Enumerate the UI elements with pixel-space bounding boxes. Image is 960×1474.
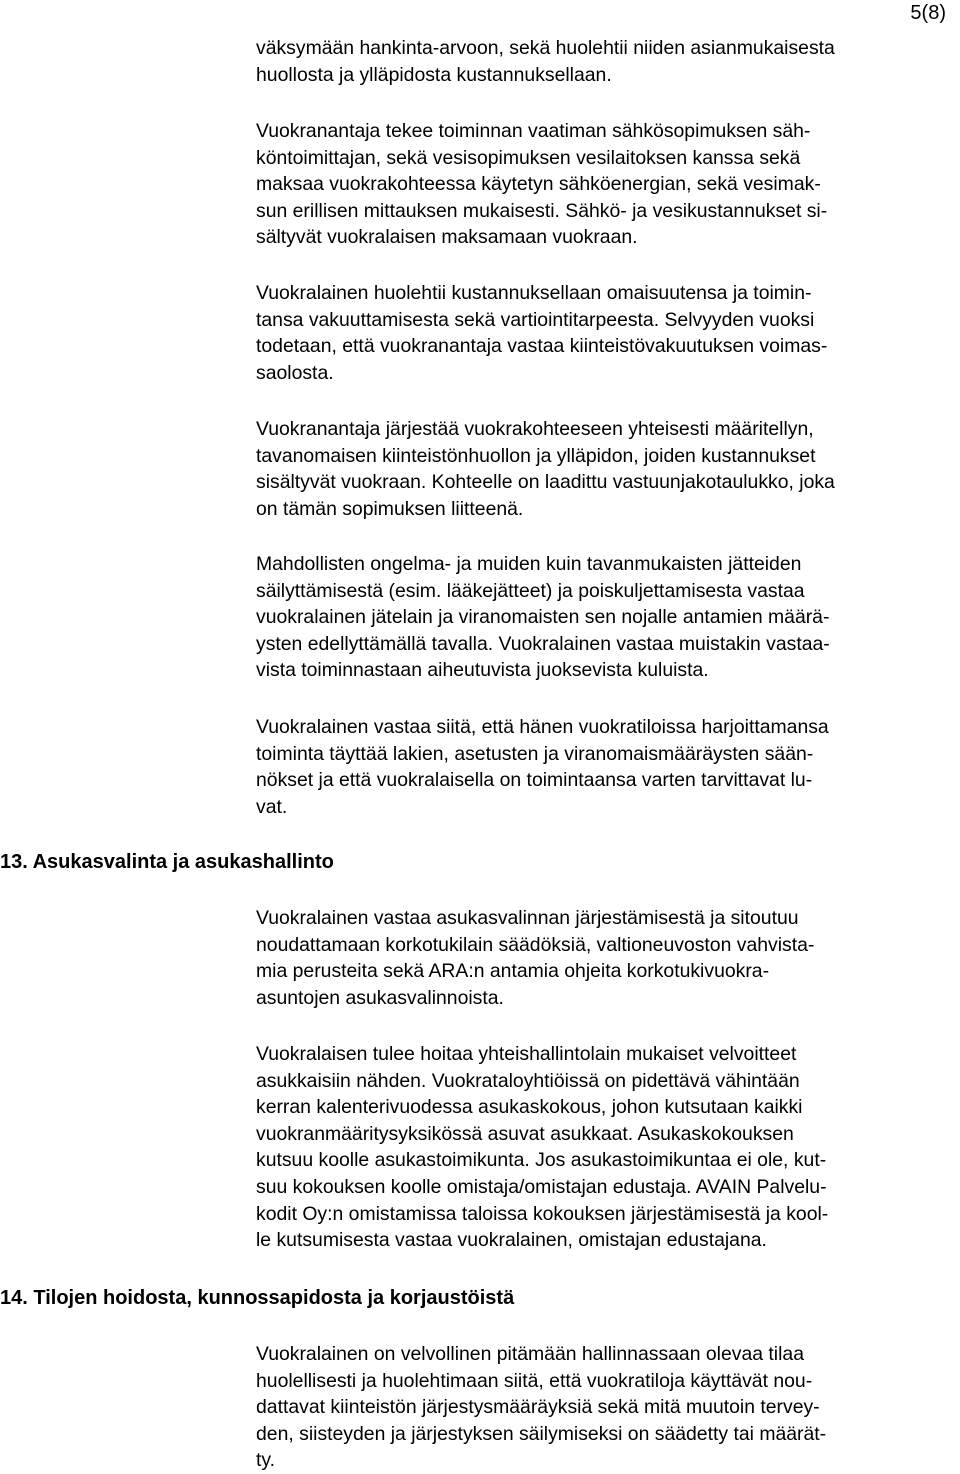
text-line: todetaan, että vuokranantaja vastaa kiinteistövakuutuksen voimas- <box>256 335 828 358</box>
text-line: kodit Oy:n omistamissa taloissa kokouksen järjestämisestä ja kool- <box>256 1202 829 1225</box>
text-line: noudattamaan korkotukilain säädöksiä, valtioneuvoston vahvista- <box>256 933 815 956</box>
paragraph <box>256 1341 956 1474</box>
text-line: sun erillisen mittauksen mukaisesti. Sähkö- ja vesikustannukset si- <box>256 199 828 222</box>
section-heading-14: 14. Tilojen hoidosta, kunnossapidosta ja korjaustöistä <box>0 1287 515 1309</box>
text-line: tavanomaisen kiinteistönhuollon ja ylläpidon, joiden kustannukset <box>256 444 816 467</box>
text-line: ty. <box>256 1449 276 1472</box>
text-line: toiminta täyttää lakien, asetusten ja viranomaismääräysten sään- <box>256 742 814 765</box>
text-line: on tämän sopimuksen liitteenä. <box>256 497 524 520</box>
text-line: köntoimittajan, sekä vesisopimuksen vesilaitoksen kanssa sekä <box>256 146 801 169</box>
paragraph <box>256 118 956 251</box>
text-line: ysten edellyttämällä tavalla. Vuokralainen vastaa muistakin vastaa- <box>256 632 830 655</box>
text-line: vat. <box>256 795 288 818</box>
text-line: mia perusteita sekä ARA:n antamia ohjeita korkotukivuokra- <box>256 960 770 983</box>
text-line: Vuokralainen huolehtii kustannuksellaan omaisuutensa ja toimin- <box>256 282 812 304</box>
text-line: sisältyvät vuokraan. Kohteelle on laadittu vastuunjakotaulukko, joka <box>256 471 835 494</box>
text-line: Vuokralaisen tulee hoitaa yhteishallintolain mukaiset velvoitteet <box>256 1043 797 1065</box>
text-line: vuokralainen jätelain ja viranomaisten sen nojalle antamien määrä- <box>256 606 830 629</box>
text-line: huolellisesti ja huolehtimaan siitä, että vuokratiloja käyttävät nou- <box>256 1369 813 1392</box>
text-line: nökset ja että vuokralaisella on toimintaansa varten tarvittavat lu- <box>256 769 813 792</box>
text-line: Vuokranantaja tekee toiminnan vaatiman sähkösopimuksen säh- <box>256 120 811 142</box>
text-line: saolosta. <box>256 361 334 384</box>
paragraph <box>256 714 956 820</box>
text-line: Vuokralainen vastaa siitä, että hänen vuokratiloissa harjoittamansa <box>256 716 829 738</box>
text-line: den, siisteyden ja järjestyksen säilymiseksi on säädetty tai määrät- <box>256 1422 827 1445</box>
text-line: Vuokralainen vastaa asukasvalinnan järjestämisestä ja sitoutuu <box>256 907 799 929</box>
paragraph <box>256 416 956 522</box>
paragraph <box>256 905 956 1011</box>
text-line: Vuokranantaja järjestää vuokrakohteeseen yhteisesti määritellyn, <box>256 418 814 440</box>
text-line: maksaa vuokrakohteessa käytetyn sähköenergian, sekä vesimak- <box>256 173 821 196</box>
paragraph <box>256 35 956 88</box>
page-number: 5(8) <box>910 2 946 24</box>
section-heading-13: 13. Asukasvalinta ja asukashallinto <box>0 851 334 873</box>
text-line: kutsuu koolle asukastoimikunta. Jos asukastoimikuntaa ei ole, kut- <box>256 1149 827 1172</box>
text-line: vuokranmääritysyksikössä asuvat asukkaat. Asukaskokouksen <box>256 1122 794 1145</box>
paragraph <box>256 280 956 386</box>
text-line: suu kokouksen koolle omistaja/omistajan edustaja. AVAIN Palvelu- <box>256 1175 827 1198</box>
text-line: huollosta ja ylläpidosta kustannuksellaan. <box>256 63 612 86</box>
text-line: sältyvät vuokralaisen maksamaan vuokraan. <box>256 226 638 249</box>
text-line: Vuokralainen on velvollinen pitämään hallinnassaan olevaa tilaa <box>256 1343 804 1365</box>
text-line: asukkaisiin nähden. Vuokrataloyhtiöissä on pidettävä vähintään <box>256 1069 800 1092</box>
paragraph <box>256 551 956 684</box>
text-line: Mahdollisten ongelma- ja muiden kuin tavanmukaisten jätteiden <box>256 553 802 575</box>
text-line: väksymään hankinta-arvoon, sekä huolehtii niiden asianmukaisesta <box>256 37 835 59</box>
text-line: tansa vakuuttamisesta sekä vartiointitarpeesta. Selvyyden vuoksi <box>256 308 815 331</box>
text-line: le kutsumisesta vastaa vuokralainen, omistajan edustajana. <box>256 1229 767 1252</box>
paragraph <box>256 1041 956 1254</box>
text-line: dattavat kiinteistön järjestysmääräyksiä sekä mitä muutoin tervey- <box>256 1396 820 1419</box>
text-line: kerran kalenterivuodessa asukaskokous, johon kutsutaan kaikki <box>256 1096 803 1119</box>
text-line: asuntojen asukasvalinnoista. <box>256 986 504 1009</box>
text-line: vista toiminnastaan aiheutuvista juoksevista kuluista. <box>256 659 709 682</box>
text-line: säilyttämisestä (esim. lääkejätteet) ja poiskuljettamisesta vastaa <box>256 579 805 602</box>
